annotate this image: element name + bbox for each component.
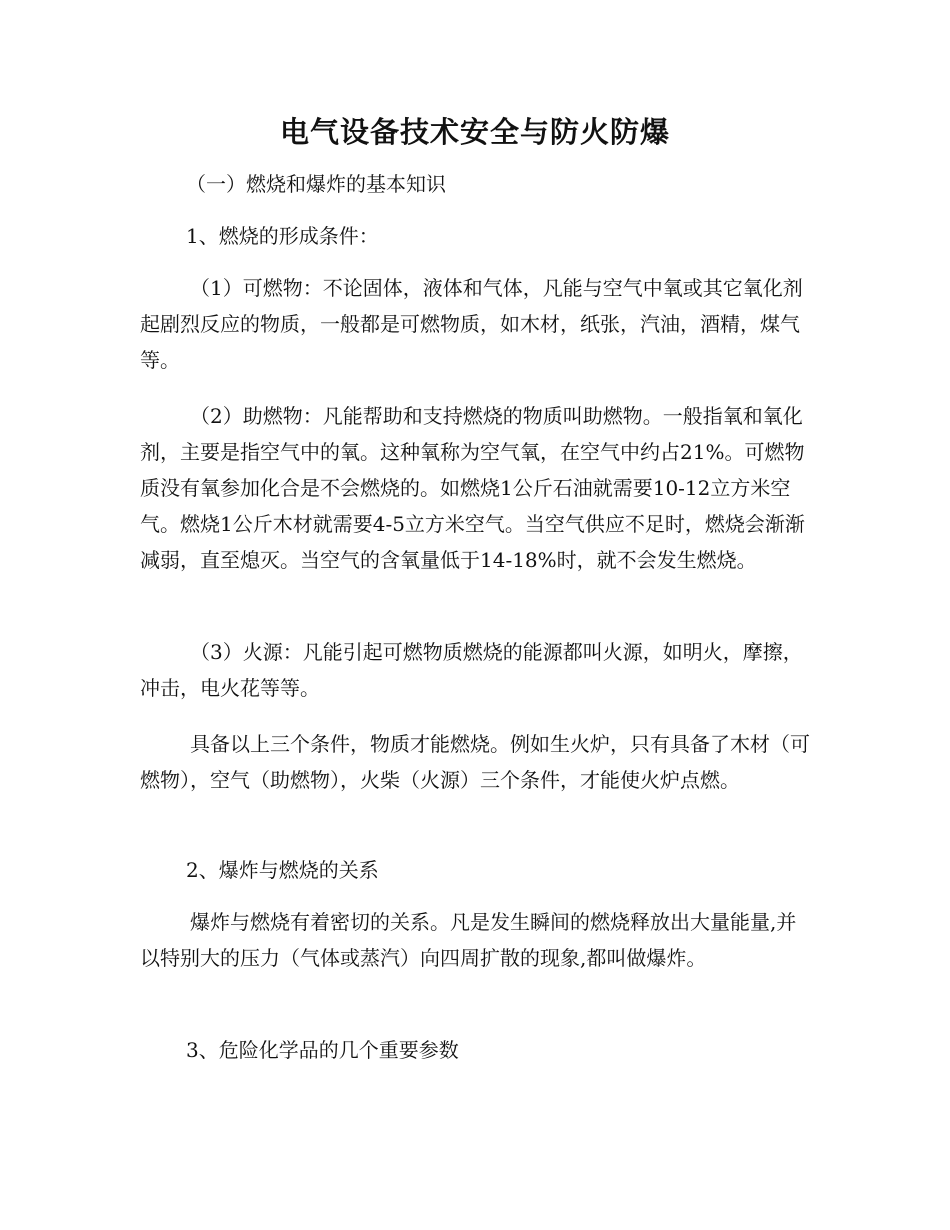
paragraph-oxidizer: （2）助燃物：凡能帮助和支持燃烧的物质叫助燃物。一般指氧和氧化剂，主要是指空气中的氧。这种氧称为空气氧，在空气中约占21%。可燃物质没有氧参加化合是不会燃烧的。如燃烧1公斤石油就需要10-12立方米空气。燃烧1公斤木材就需要4-5立方米空气。当空气供应不足时，燃烧会渐渐减弱，直至熄灭。当空气的含氧量低于14-18%时，就不会发生燃烧。 [140, 404, 805, 572]
paragraph-explosion: 爆炸与燃烧有着密切的关系。凡是发生瞬间的燃烧释放出大量能量,并以特别大的压力（气体或蒸汽）向四周扩散的现象,都叫做爆炸。 [140, 910, 797, 970]
item-heading-hazardous-chemicals: 3、危险化学品的几个重要参数 [186, 1038, 459, 1062]
document-title: 电气设备技术安全与防火防爆 [279, 115, 670, 149]
paragraph-combustible: （1）可燃物：不论固体，液体和气体，凡能与空气中氧或其它氧化剂起剧烈反应的物质，一般都是可燃物质，如木材，纸张，汽油，酒精，煤气等。 [140, 276, 803, 372]
item-heading-combustion-conditions: 1、燃烧的形成条件： [186, 224, 379, 248]
item-heading-explosion-combustion: 2、爆炸与燃烧的关系 [186, 858, 379, 882]
section-heading-basic-knowledge: （一）燃烧和爆炸的基本知识 [186, 172, 446, 196]
paragraph-ignition-source: （3）火源：凡能引起可燃物质燃烧的能源都叫火源，如明火，摩擦，冲击，电火花等等。 [140, 640, 803, 700]
paragraph-summary: 具备以上三个条件，物质才能燃烧。例如生火炉，只有具备了木材（可燃物），空气（助燃物），火柴（火源）三个条件，才能使火炉点燃。 [140, 732, 810, 792]
